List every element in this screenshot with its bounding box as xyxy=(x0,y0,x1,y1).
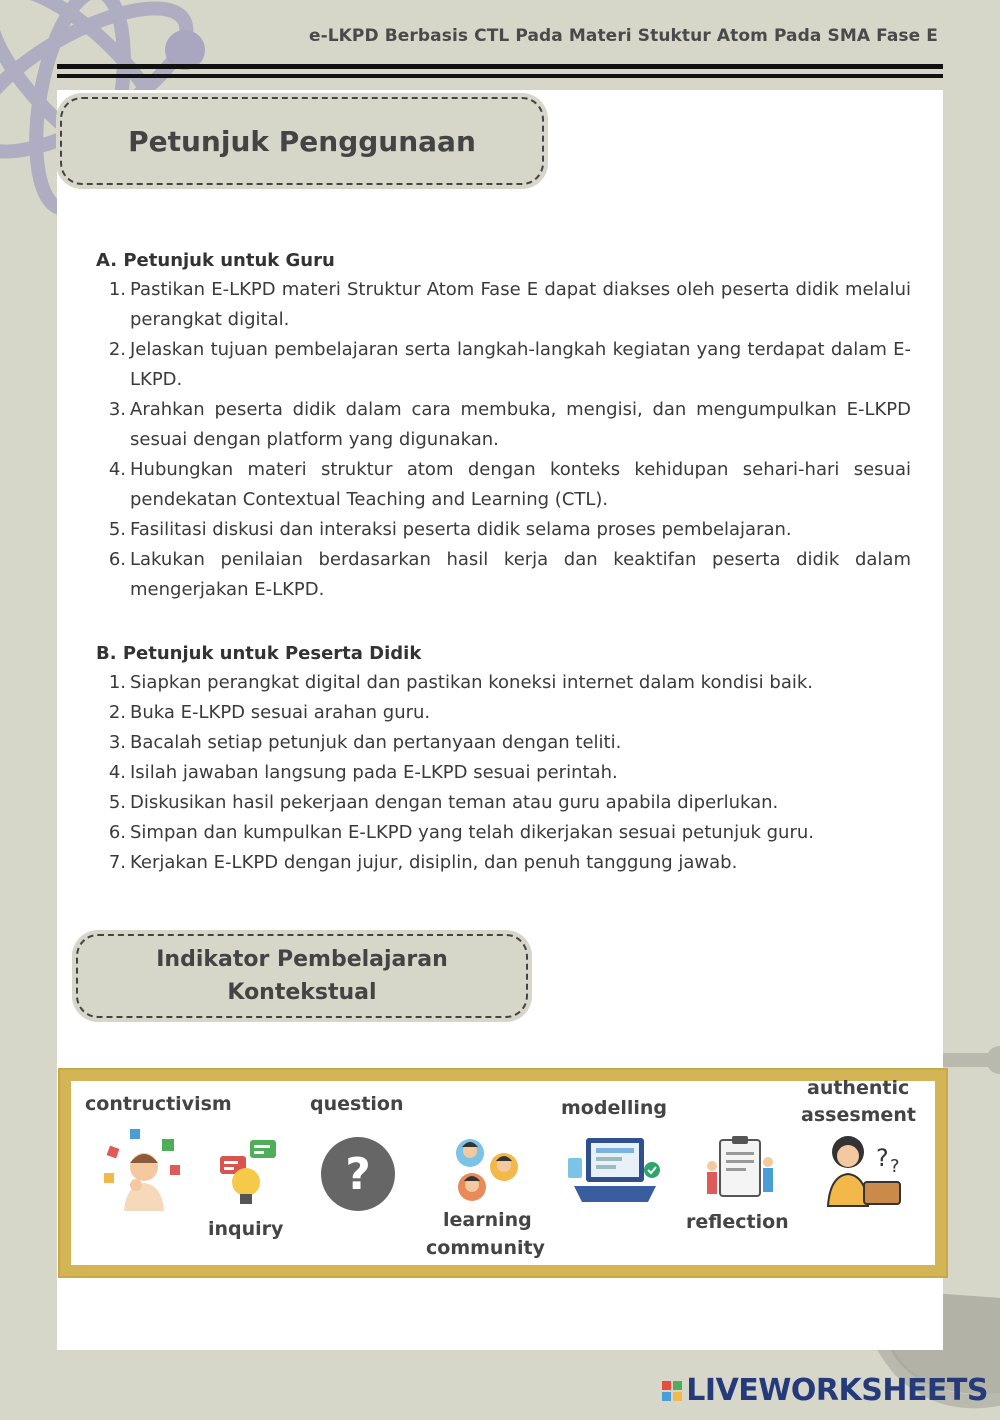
liveworksheets-logo-icon xyxy=(662,1381,682,1401)
authentic-assessment-icon xyxy=(826,1130,906,1208)
section-guru-heading: A. Petunjuk untuk Guru xyxy=(96,250,335,271)
list-item: 3. Bacalah setiap petunjuk dan pertanyaan dengan teliti. xyxy=(108,732,622,753)
list-item: 3. Arahkan peserta didik dalam cara membuka, mengisi, dan mengumpulkan E-LKPD sesuai dengan platform yang digunakan. xyxy=(108,399,911,450)
document-header-title: e-LKPD Berbasis CTL Pada Materi Stuktur Atom Pada SMA Fase E xyxy=(308,26,938,46)
page-title: Petunjuk Penggunaan xyxy=(128,124,476,158)
liveworksheets-brand-text: LIVEWORKSHEETS xyxy=(686,1373,988,1408)
list-item: 2. Buka E-LKPD sesuai arahan guru. xyxy=(108,702,431,723)
section-peserta-didik xyxy=(96,643,911,878)
label-authentic: authentic xyxy=(807,1077,910,1099)
question-mark-icon xyxy=(319,1135,397,1213)
list-item: 6. Simpan dan kumpulkan E-LKPD yang telah dikerjakan sesuai petunjuk guru. xyxy=(108,822,814,843)
inquiry-bulb-icon xyxy=(216,1138,280,1210)
section-peserta-list xyxy=(96,668,911,878)
thinking-person-icon xyxy=(100,1125,188,1211)
list-item: 4. Hubungkan materi struktur atom dengan konteks kehidupan sehari-hari sesuai pendekatan Contextual Teaching and Learning (CTL). xyxy=(108,459,911,510)
label-modelling: modelling xyxy=(561,1097,668,1119)
label-community: community xyxy=(426,1237,545,1259)
learning-community-icon xyxy=(448,1133,528,1209)
indicator-title xyxy=(156,943,448,1009)
svg-text:?: ? xyxy=(345,1149,371,1200)
label-reflection: reflection xyxy=(686,1211,789,1233)
section-guru-list xyxy=(96,275,911,605)
label-contructivism: contructivism xyxy=(85,1093,232,1115)
svg-text:?: ? xyxy=(876,1144,889,1172)
list-item: 4. Isilah jawaban langsung pada E-LKPD sesuai perintah. xyxy=(108,762,618,783)
list-item: 1. Pastikan E-LKPD materi Struktur Atom Fase E dapat diakses oleh peserta didik melalui perangkat digital. xyxy=(108,279,911,330)
indicator-title-line1: Indikator Pembelajaran xyxy=(156,947,448,972)
section-guru xyxy=(96,250,911,605)
liveworksheets-logo xyxy=(662,1373,988,1408)
modelling-laptop-icon xyxy=(566,1130,664,1210)
svg-text:?: ? xyxy=(890,1156,900,1177)
page-title-box xyxy=(60,97,544,185)
list-item: 1. Siapkan perangkat digital dan pastikan koneksi internet dalam kondisi baik. xyxy=(108,672,814,693)
label-inquiry: inquiry xyxy=(208,1218,284,1240)
label-assesment: assesment xyxy=(801,1104,916,1126)
label-learning: learning xyxy=(443,1209,532,1231)
reflection-clipboard-icon xyxy=(702,1132,778,1212)
section-peserta-heading: B. Petunjuk untuk Peserta Didik xyxy=(96,643,422,664)
list-item: 6. Lakukan penilaian berdasarkan hasil kerja dan keaktifan peserta didik dalam mengerjakan E-LKPD. xyxy=(108,549,911,600)
indicator-title-box xyxy=(76,934,528,1018)
header-rule-bottom xyxy=(57,74,943,78)
header-rule-top xyxy=(57,64,943,69)
list-item: 5. Diskusikan hasil pekerjaan dengan teman atau guru apabila diperlukan. xyxy=(108,792,779,813)
label-question: question xyxy=(310,1093,404,1115)
indicator-title-line2: Kontekstual xyxy=(227,980,377,1005)
list-item: 2. Jelaskan tujuan pembelajaran serta langkah-langkah kegiatan yang terdapat dalam E-LKPD. xyxy=(108,339,911,390)
list-item: 5. Fasilitasi diskusi dan interaksi peserta didik selama proses pembelajaran. xyxy=(108,519,792,540)
list-item: 7. Kerjakan E-LKPD dengan jujur, disiplin, dan penuh tanggung jawab. xyxy=(108,852,738,873)
